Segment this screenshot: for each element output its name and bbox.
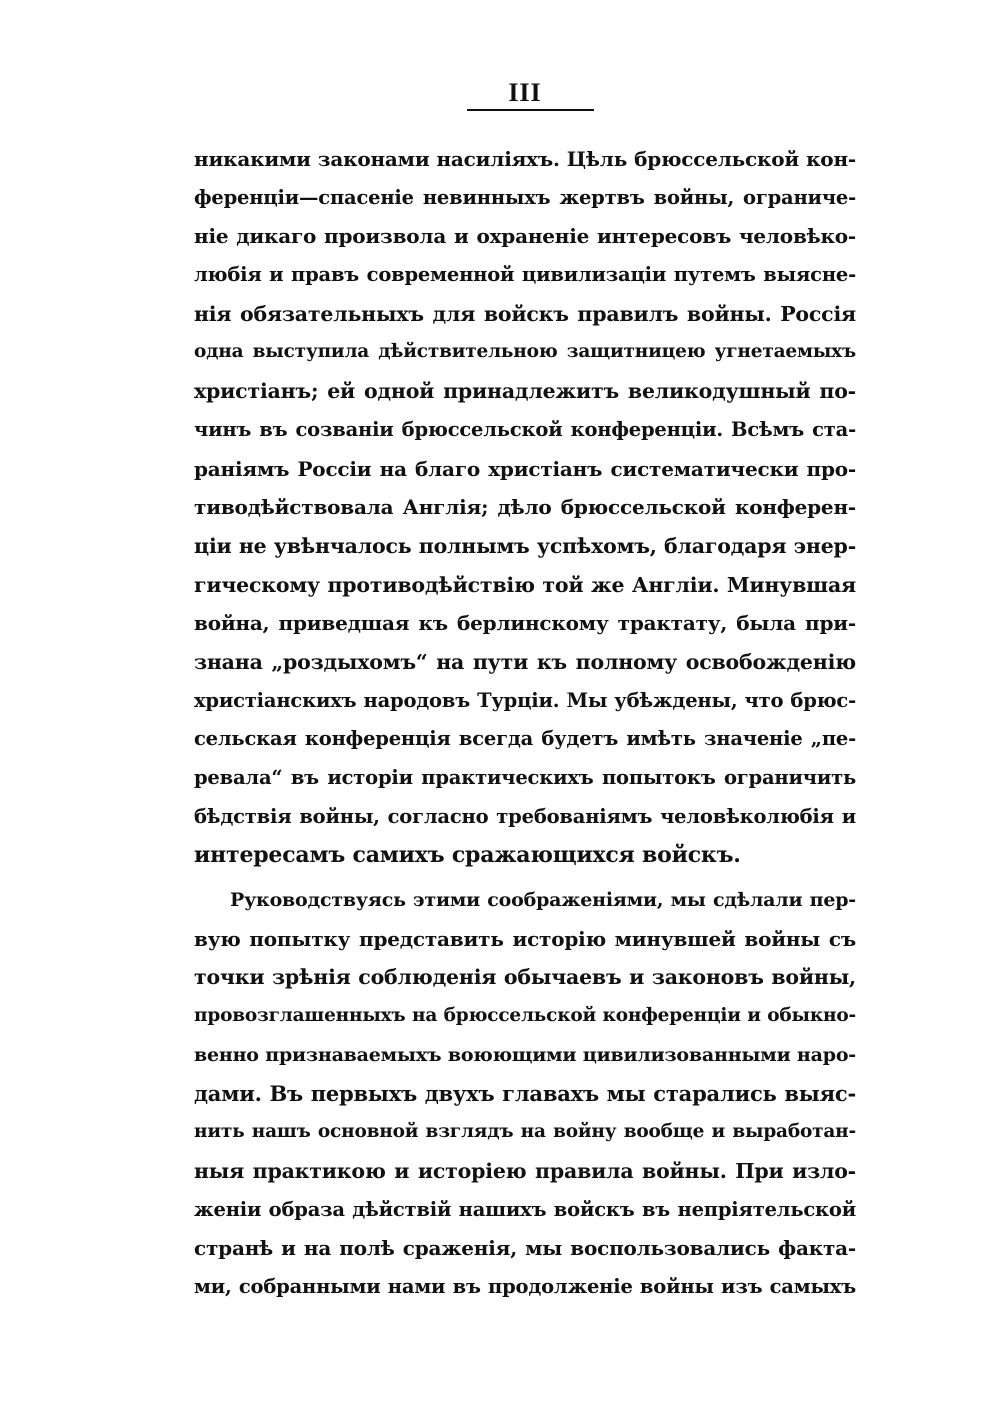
text-line: христiанъ; ей одной принадлежитъ великодушный по-: [194, 379, 856, 404]
text-line: никакими законами насилiяхъ. Цѣль брюссельской кон-: [194, 147, 856, 171]
paragraph-2: [194, 881, 856, 1307]
text-line: христiанскихъ народовъ Турцiи. Мы убѣждены, что брюс-: [194, 688, 856, 712]
text-line: Руководствуясь этими соображенiями, мы сдѣлали пер-: [230, 889, 856, 912]
text-line: гическому противодѣйствiю той же Англiи. Минувшая: [194, 572, 856, 597]
text-line: нить нашъ основной взглядъ на войну вообще и выработан-: [194, 1121, 856, 1143]
text-line: сельская конференцiя всегда будетъ имѣть значенiе „пе-: [194, 727, 856, 751]
text-line: чинъ въ созванiи брюссельской конференцiи. Всѣмъ ста-: [194, 417, 856, 441]
text-line: точки зрѣнiя соблюденiя обычаевъ и законовъ войны,: [194, 965, 856, 990]
text-line: любiя и правъ современной цивилизацiи путемъ выясне-: [194, 263, 856, 287]
text-line: дами. Въ первыхъ двухъ главахъ мы старались выяс-: [194, 1080, 856, 1106]
page-number: III: [508, 78, 542, 107]
text-line: цiи не увѣнчалось полнымъ успѣхомъ, благодаря энер-: [194, 533, 856, 558]
text-line: ференцiи—спасенiе невинныхъ жертвъ войны, ограниче-: [194, 185, 856, 209]
text-line: ранiямъ Россiи на благо христiанъ систематически про-: [194, 456, 856, 481]
text-line: бѣдствiя войны, согласно требованiямъ человѣколюбiя и: [194, 804, 856, 828]
text-line: ревала“ въ исторiи практическихъ попытокъ ограничить: [194, 766, 856, 789]
header-rule: [467, 109, 594, 111]
text-line: одна выступила дѣйствительною защитницею угнетаемыхъ: [194, 341, 856, 363]
text-line: нiя обязательныхъ для войскъ правилъ войны. Россiя: [194, 301, 856, 326]
text-line: ми, собранными нами въ продолженiе войны изъ самыхъ: [194, 1274, 856, 1298]
text-line: знана „роздыхомъ“ на пути къ полному освобожденiю: [194, 649, 856, 674]
page-header: [0, 78, 1000, 108]
text-line: венно признаваемыхъ воюющими цивилизованными наро-: [194, 1043, 856, 1066]
text-line: женiи образа дѣйствiй нашихъ войскъ въ непрiятельской: [194, 1197, 856, 1221]
text-line: провозглашенныхъ на брюссельской конференцiи и обыкно-: [194, 1005, 856, 1027]
text-line: нiе дикаго произвола и охраненiе интересовъ человѣко-: [194, 224, 856, 249]
text-line: вую попытку представить исторiю минувшей войны съ: [194, 926, 856, 951]
body-text: [194, 140, 856, 1307]
text-line: война, приведшая къ берлинскому трактату, была при-: [194, 611, 856, 636]
paragraph-1: [194, 140, 856, 875]
text-line: интересамъ самихъ сражающихся войскъ.: [194, 842, 741, 869]
text-line: странѣ и на полѣ сраженiя, мы воспользовались факта-: [194, 1236, 856, 1261]
text-line: тиводѣйствовала Англiя; дѣло брюссельской конферен-: [194, 495, 856, 520]
text-line: ныя практикою и исторiею правила войны. При изло-: [194, 1158, 856, 1183]
